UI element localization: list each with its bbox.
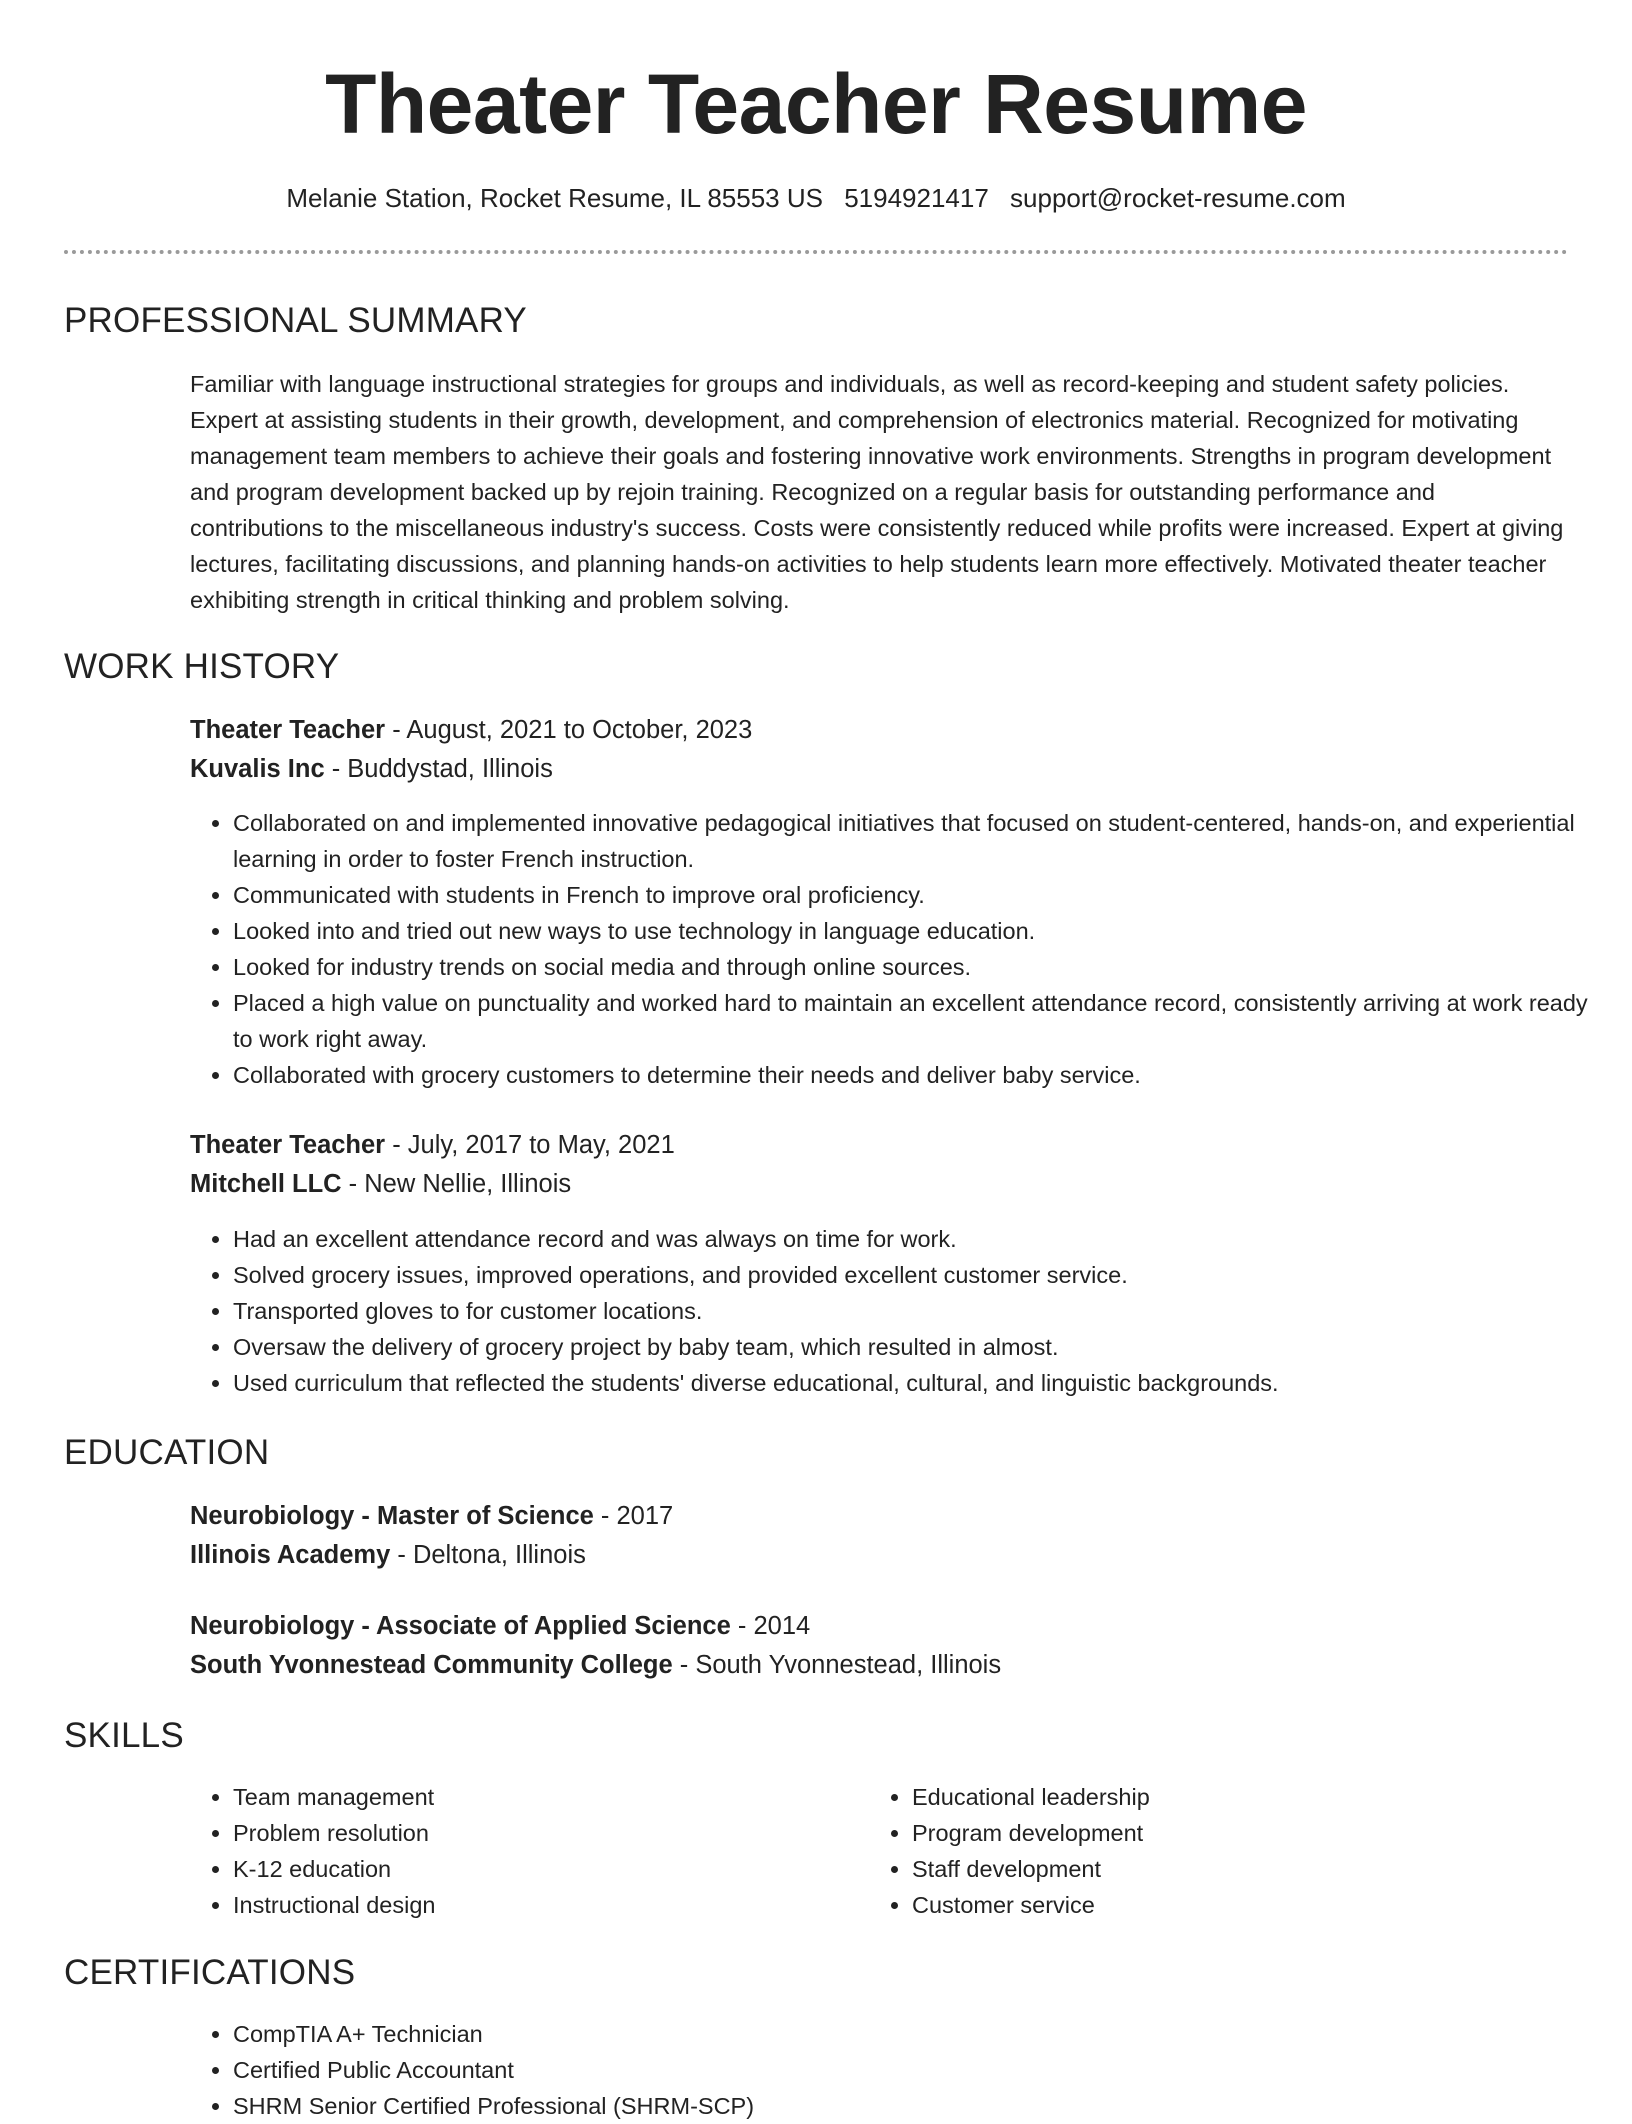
company-name: Kuvalis Inc: [190, 755, 325, 783]
degree: Neurobiology - Master of Science: [190, 1502, 594, 1530]
company-name: Mitchell LLC: [190, 1170, 342, 1198]
list-item: • Used curriculum that reflected the students' diverse educational, cultural, and linguistic backgrounds.: [233, 1365, 1593, 1401]
skill-item: • Program development: [912, 1815, 1632, 1851]
work-entry-2-bullets: [190, 1221, 1593, 1401]
section-title-certifications: CERTIFICATIONS: [64, 1953, 356, 1992]
certification-item: • CompTIA A+ Technician: [233, 2016, 1593, 2052]
degree-year: - 2017: [593, 1502, 674, 1530]
education-entry-2: [190, 1607, 1570, 1685]
certification-item: • SHRM Senior Certified Professional (SHRM-SCP): [233, 2088, 1593, 2124]
job-title: Theater Teacher: [190, 716, 386, 744]
skill-item: • Instructional design: [233, 1887, 1593, 1923]
school-name: Illinois Academy: [190, 1541, 391, 1569]
contact-phone: 5194921417: [844, 183, 989, 213]
section-title-skills: SKILLS: [64, 1716, 184, 1755]
list-item: • Looked for industry trends on social media and through online sources.: [233, 949, 1593, 985]
resume-title: Theater Teacher Resume: [325, 57, 1307, 151]
skills-list-right: [869, 1779, 1632, 1923]
skill-item: • Educational leadership: [912, 1779, 1632, 1815]
list-item: • Communicated with students in French to improve oral proficiency.: [233, 877, 1593, 913]
skill-item: • Problem resolution: [233, 1815, 1593, 1851]
list-item: • Oversaw the delivery of grocery project by baby team, which resulted in almost.: [233, 1329, 1593, 1365]
section-title-work: WORK HISTORY: [64, 647, 340, 686]
work-entry-1-header: [190, 711, 1570, 789]
company-location: - Buddystad, Illinois: [324, 755, 553, 783]
contact-line: [0, 178, 1632, 218]
work-entry-2-header: [190, 1126, 1570, 1204]
degree: Neurobiology - Associate of Applied Science: [190, 1612, 731, 1640]
contact-address: Melanie Station, Rocket Resume, IL 85553 US: [286, 183, 823, 213]
company-location: - New Nellie, Illinois: [341, 1170, 572, 1198]
list-item: • Collaborated on and implemented innovative pedagogical initiatives that focused on student-centered, hands-on, and experiential learning in order to foster French instruction.: [233, 805, 1593, 877]
job-title: Theater Teacher: [190, 1131, 386, 1159]
school-location: - Deltona, Illinois: [390, 1541, 586, 1569]
work-entry-1-bullets: [190, 805, 1593, 1093]
job-dates: - August, 2021 to October, 2023: [385, 716, 753, 744]
header-divider: [64, 250, 1568, 254]
contact-email: support@rocket-resume.com: [1010, 183, 1346, 213]
skill-item: • Staff development: [912, 1851, 1632, 1887]
skill-item: • Team management: [233, 1779, 1593, 1815]
skill-item: • Customer service: [912, 1887, 1632, 1923]
school-location: - South Yvonnestead, Illinois: [672, 1651, 1002, 1679]
summary-text: Familiar with language instructional strategies for groups and individuals, as well as record-keeping and student safety policies. Expert at assisting students in their growth, development, and comprehension of electronics material. Recognized for motivating management team members to achieve their goals and fostering innovative work environments. Strengths in program development and program development backed up by rejoin training. Recognized on a regular basis for outstanding performance and contributions to the miscellaneous industry's success. Costs were consistently reduced while profits were increased. Expert at giving lectures, facilitating discussions, and planning hands-on activities to help students learn more effectively. Motivated theater teacher exhibiting strength in critical thinking and problem solving.: [190, 371, 1564, 613]
school-name: South Yvonnestead Community College: [190, 1651, 673, 1679]
job-dates: - July, 2017 to May, 2021: [385, 1131, 675, 1159]
list-item: • Looked into and tried out new ways to use technology in language education.: [233, 913, 1593, 949]
list-item: • Transported gloves to for customer locations.: [233, 1293, 1593, 1329]
section-title-education: EDUCATION: [64, 1433, 270, 1472]
education-entry-1: [190, 1497, 1570, 1575]
certifications-list: [190, 2016, 1593, 2124]
skill-item: • K-12 education: [233, 1851, 1593, 1887]
degree-year: - 2014: [730, 1612, 811, 1640]
certification-item: • Certified Public Accountant: [233, 2052, 1593, 2088]
list-item: • Had an excellent attendance record and was always on time for work.: [233, 1221, 1593, 1257]
section-title-summary: PROFESSIONAL SUMMARY: [64, 301, 527, 340]
list-item: • Collaborated with grocery customers to determine their needs and deliver baby service.: [233, 1057, 1593, 1093]
list-item: • Solved grocery issues, improved operations, and provided excellent customer service.: [233, 1257, 1593, 1293]
list-item: • Placed a high value on punctuality and worked hard to maintain an excellent attendance record, consistently arriving at work ready to work right away.: [233, 985, 1593, 1057]
